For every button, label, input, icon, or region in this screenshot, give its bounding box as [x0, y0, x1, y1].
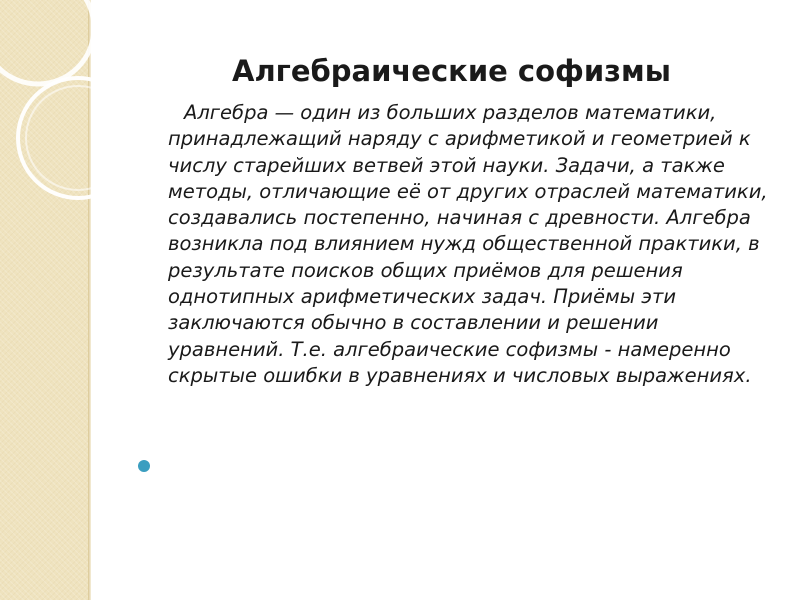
bullet-dot-icon: [138, 460, 150, 472]
slide-title: Алгебраические софизмы: [232, 54, 671, 88]
slide-body-text: Алгебра — один из больших разделов математики, принадлежащий наряду с арифметикой и геометрией к числу старейших ветвей этой науки. Задачи, а также методы, отличающие её от других отраслей математики, создавались постепенно, начиная с древности. Алгебра возникла под влиянием нужд общественной практики, в результате поисков общих приёмов для решения однотипных арифметических задач. Приёмы эти заключаются обычно в составлении и решении уравнений. Т.е. алгебраические софизмы - намеренно скрытые ошибки в уравнениях и числовых выражениях.: [168, 101, 768, 387]
